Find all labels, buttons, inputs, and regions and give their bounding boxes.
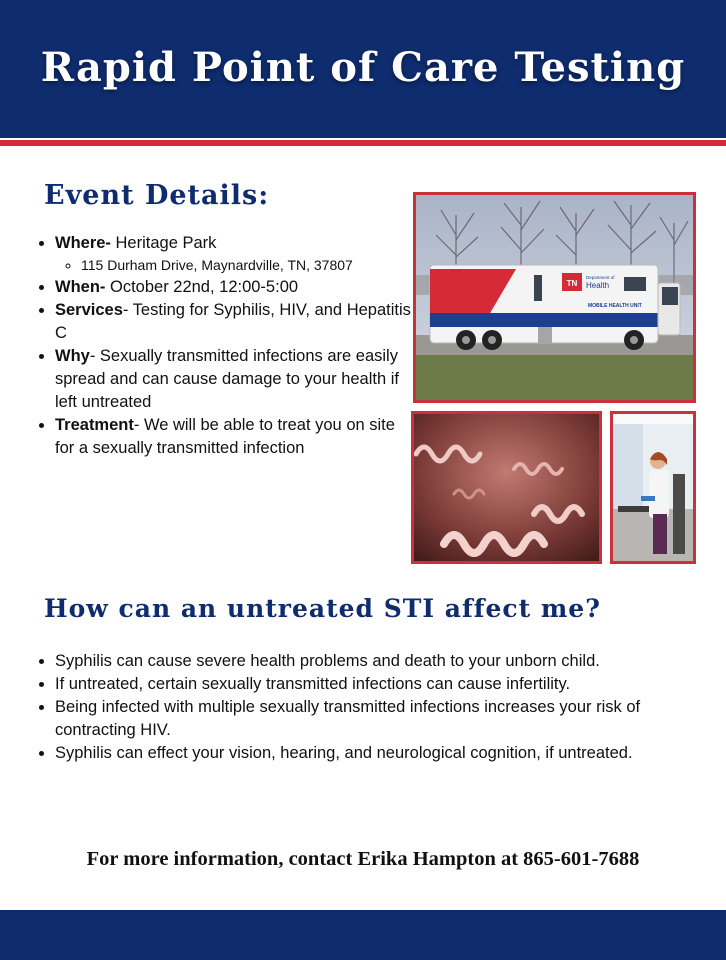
list-item: • Syphilis can cause severe health problems and death to your unborn child. [55,650,695,673]
event-details-list [36,232,415,460]
header-stripe-red [0,140,726,146]
detail-when [55,276,415,299]
list-item: • If untreated, certain sexually transmitted infections can cause infertility. [55,673,695,696]
sti-effects-list [36,650,695,765]
detail-treatment [55,414,415,460]
services-value: - Testing for Syphilis, HIV, and Hepatitis C [55,301,411,342]
list-item: • Being infected with multiple sexually transmitted infections increases your risk of contracting HIV. [55,696,695,742]
where-value: Heritage Park [110,234,217,252]
where-label: Where- [55,234,111,252]
when-value: October 22nd, 12:00-5:00 [105,278,299,296]
services-label: Services [55,301,123,319]
mobile-health-unit-photo [413,192,696,403]
van-badge: TN [566,279,578,288]
detail-services [55,299,415,345]
page-title: Rapid Point of Care Testing [40,44,686,91]
when-label: When- [55,278,106,296]
van-text-3: MOBILE HEALTH UNIT [588,303,642,309]
list-item: • Syphilis can effect your vision, hearing, and neurological cognition, if untreated. [55,742,695,765]
treatment-value: - We will be able to treat you on site for a sexually transmitted infection [55,416,395,457]
address-sublist [55,255,415,276]
treatment-label: Treatment [55,416,134,434]
sti-heading: How can an untreated STI affect me? [44,594,601,623]
lab-worker-photo [610,411,696,564]
detail-where [55,232,415,276]
detail-why [55,345,415,414]
van-text-2: Health [586,281,610,290]
contact-info: For more information, contact Erika Hampton at 865-601-7688 [86,848,640,870]
address: ◦ 115 Durham Drive, Maynardville, TN, 37807 [81,255,415,276]
footer-banner [0,910,726,960]
van-text-1: Department of [586,275,615,280]
bacteria-illustration [411,411,602,564]
why-value: - Sexually transmitted infections are easily spread and can cause damage to your health if left untreated [55,347,399,411]
event-details-heading: Event Details: [44,180,270,211]
why-label: Why [55,347,90,365]
